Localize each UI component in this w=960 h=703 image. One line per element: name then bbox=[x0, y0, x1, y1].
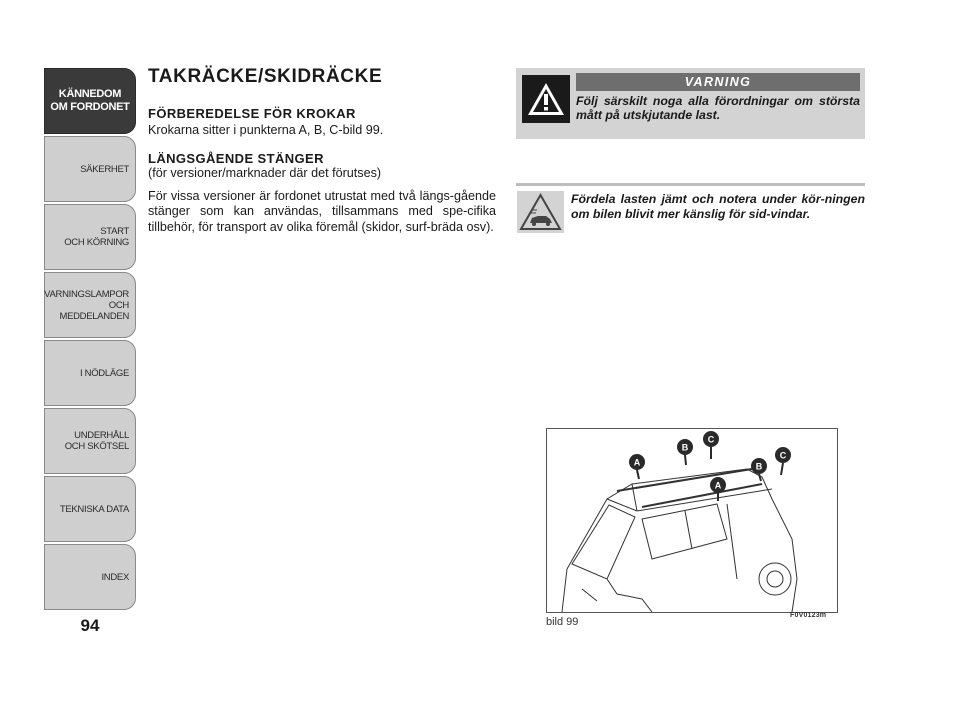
marker-c-rear-label: C bbox=[779, 450, 787, 461]
warning-label: VARNING bbox=[576, 73, 860, 91]
van-illustration bbox=[547, 429, 837, 612]
page-number: 94 bbox=[80, 616, 100, 635]
car-crosswind-icon bbox=[517, 191, 564, 233]
tab-kannedom-om-fordonet[interactable]: KÄNNEDOM OM FORDONET bbox=[44, 68, 136, 134]
section-text-krokar: Krokarna sitter i punkterna A, B, C-bild 99. bbox=[148, 123, 384, 137]
info-text: Fördela lasten jämt och notera under kör-ningen om bilen blivit mer känslig för sid-vindar. bbox=[571, 192, 865, 221]
chapter-tabs bbox=[44, 68, 136, 612]
section-heading-krokar: FÖRBEREDELSE FÖR KROKAR bbox=[148, 106, 356, 121]
warning-triangle-icon bbox=[522, 75, 570, 123]
figure-code: F0V0123m bbox=[790, 612, 827, 619]
page-title: TAKRÄCKE/SKIDRÄCKE bbox=[148, 66, 383, 87]
tab-varningslampor[interactable]: VARNINGSLAMPOR OCH MEDDELANDEN bbox=[44, 272, 136, 338]
tab-sakerhet[interactable]: SÄKERHET bbox=[44, 136, 136, 202]
section-note-stanger: (för versioner/marknader där det förutses) bbox=[148, 165, 382, 180]
figure-caption: bild 99 bbox=[546, 616, 579, 628]
tab-start-och-korning[interactable]: START OCH KÖRNING bbox=[44, 204, 136, 270]
divider bbox=[516, 183, 865, 186]
marker-c-front-label: C bbox=[707, 434, 715, 445]
tab-i-nodlage[interactable]: I NÖDLÄGE bbox=[44, 340, 136, 406]
tab-underhall-och-skotsel[interactable]: UNDERHÅLL OCH SKÖTSEL bbox=[44, 408, 136, 474]
section-heading-stanger: LÄNGSGÅENDE STÄNGER bbox=[148, 150, 324, 166]
main-column bbox=[148, 66, 496, 247]
warning-box bbox=[516, 68, 865, 139]
marker-b-front-label: B bbox=[681, 442, 689, 453]
tab-index[interactable]: INDEX bbox=[44, 544, 136, 610]
warning-text: Följ särskilt noga alla förordningar om största mått på utskjutande last. bbox=[576, 94, 860, 122]
tab-tekniska-data[interactable]: TEKNISKA DATA bbox=[44, 476, 136, 542]
section-text-stanger: För vissa versioner är fordonet utrustat med två längs-gående stänger som kan användas, tillsammans med spe-cifika tillbehör, för transport av olika föremål (skidor, surf-bräda osv). bbox=[148, 188, 496, 234]
roof-rack-figure bbox=[546, 428, 838, 613]
marker-b-rear-label: B bbox=[755, 461, 763, 472]
marker-a-front-label: A bbox=[633, 457, 641, 468]
marker-a-rear-label: A bbox=[714, 480, 722, 491]
